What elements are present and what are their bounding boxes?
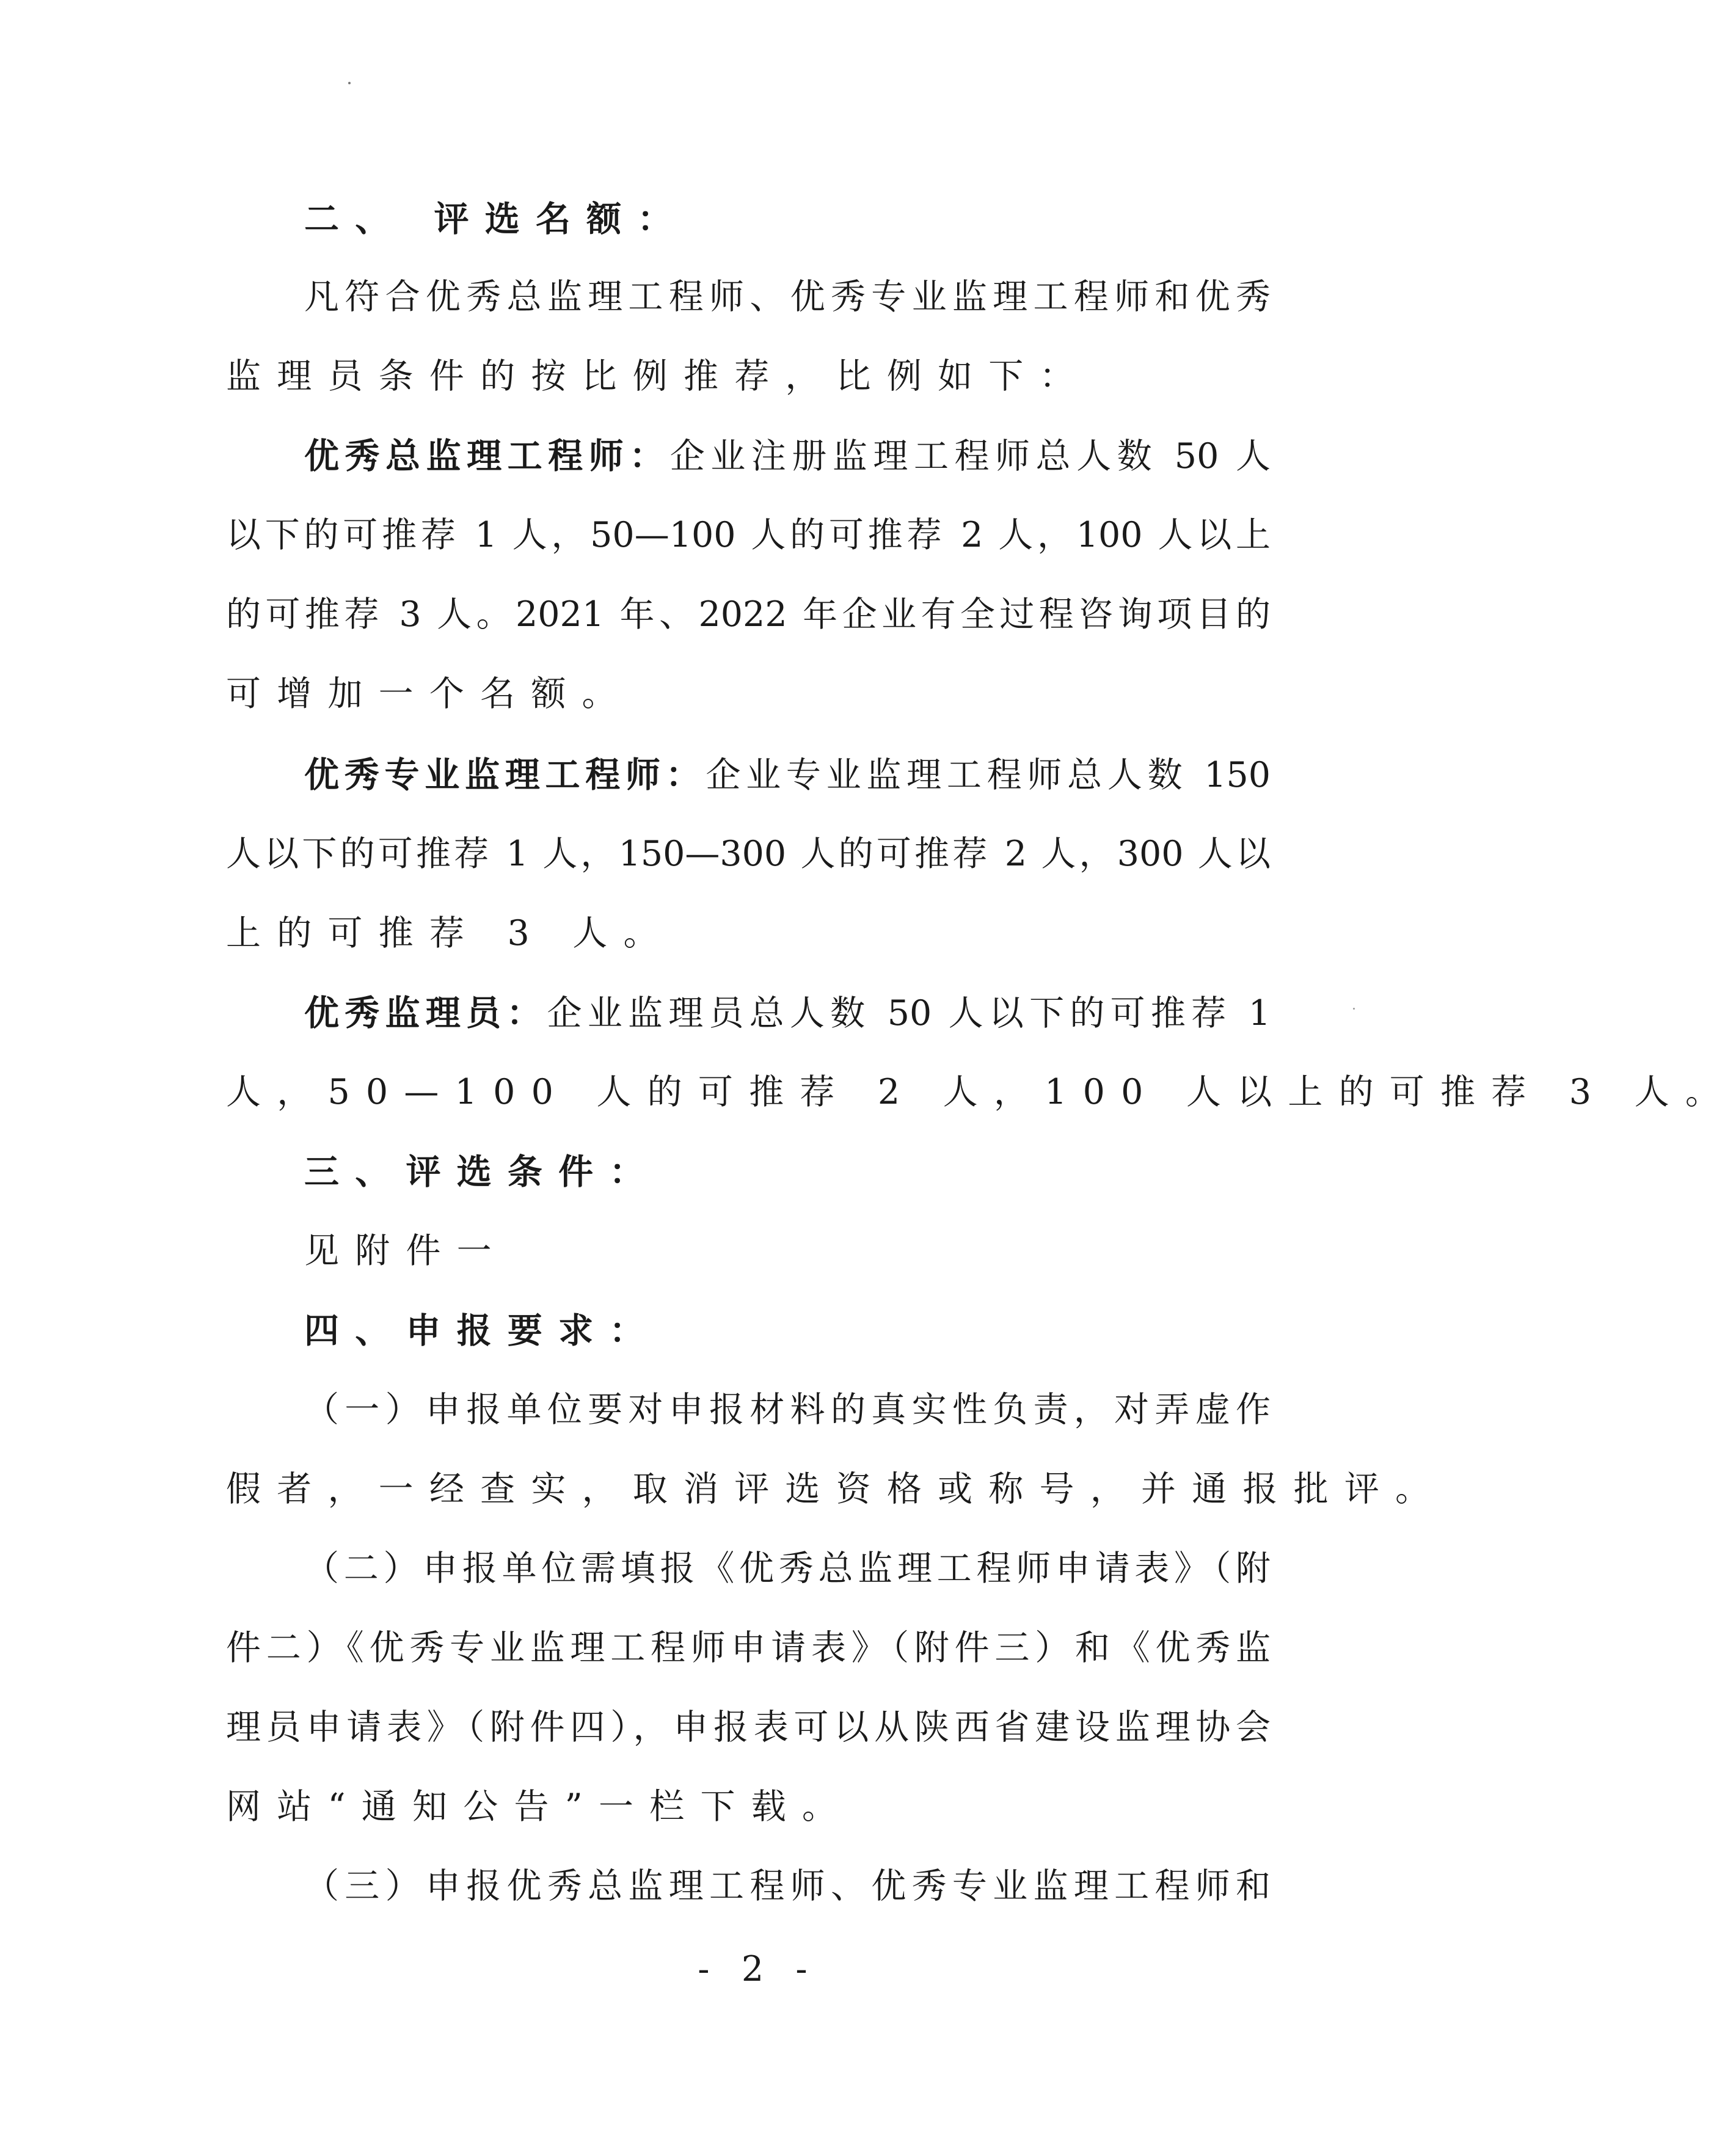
item-text: 企业专业监理工程师总人数 150 — [706, 755, 1271, 795]
item-text: 企业监理员总人数 50 人以下的可推荐 1 — [547, 993, 1271, 1033]
paragraph-line: 监理员条件的按比例推荐，比例如下： — [226, 356, 1090, 396]
paragraph-line: （一）申报单位要对申报材料的真实性负责，对弄虚作 — [304, 1390, 1271, 1430]
item-label: 优秀监理员： — [304, 993, 547, 1033]
paragraph-line: （三）申报优秀总监理工程师、优秀专业监理工程师和 — [304, 1866, 1271, 1906]
paragraph-line — [304, 754, 1271, 795]
item-label: 优秀专业监理工程师： — [304, 754, 706, 795]
paragraph-line: 见附件一 — [304, 1231, 508, 1271]
scan-speck — [1353, 1008, 1355, 1010]
paragraph-line: 假者，一经查实，取消评选资格或称号，并通报批评。 — [226, 1469, 1446, 1509]
section-heading: 三、评选条件： — [304, 1151, 660, 1192]
item-label: 优秀总监理工程师： — [304, 435, 670, 476]
paragraph-line: 网站“通知公告”一栏下载。 — [226, 1787, 853, 1827]
paragraph-line: 凡符合优秀总监理工程师、优秀专业监理工程师和优秀 — [304, 277, 1271, 317]
paragraph-line: 人，50—100 人的可推荐 2 人，100 人以上的可推荐 3 人。 — [226, 1072, 1736, 1112]
paragraph-line: 人以下的可推荐 1 人，150—300 人的可推荐 2 人，300 人以 — [226, 834, 1271, 874]
paragraph-line: 的可推荐 3 人。2021 年、2022 年企业有全过程咨询项目的 — [226, 594, 1271, 635]
item-text: 企业注册监理工程师总人数 50 人 — [669, 436, 1271, 476]
paragraph-line: 理员申请表》（附件四），申报表可以从陕西省建设监理协会 — [226, 1707, 1271, 1747]
paragraph-line — [304, 993, 1271, 1033]
paragraph-line — [304, 435, 1271, 476]
paragraph-line: 上的可推荐 3 人。 — [226, 913, 674, 953]
paragraph-line: 件二）《优秀专业监理工程师申请表》（附件三）和《优秀监 — [226, 1628, 1271, 1668]
section-heading: 四、申报要求： — [304, 1310, 660, 1351]
page-number: - 2 - — [698, 1949, 818, 1989]
scan-speck — [348, 82, 351, 84]
paragraph-line: 以下的可推荐 1 人，50—100 人的可推荐 2 人，100 人以上 — [226, 515, 1271, 555]
section-heading: 二、 评选名额： — [304, 199, 688, 239]
paragraph-line: （二）申报单位需填报《优秀总监理工程师申请表》（附 — [304, 1548, 1271, 1589]
paragraph-line: 可增加一个名额。 — [226, 674, 633, 714]
